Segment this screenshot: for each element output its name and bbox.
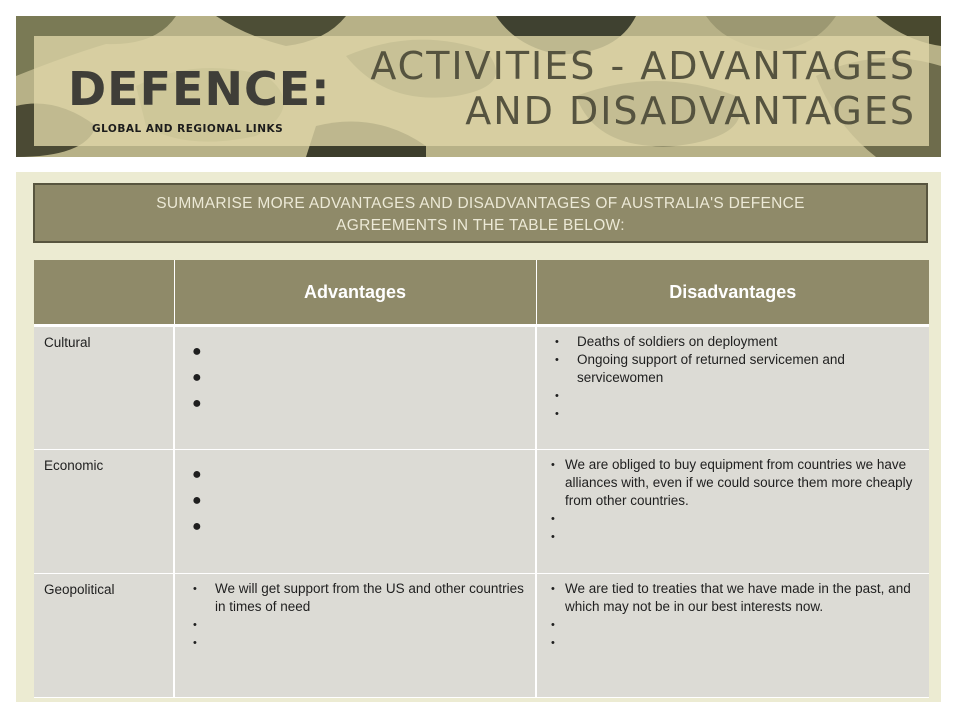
instructions-line1: SUMMARISE MORE ADVANTAGES AND DISADVANTAGES OF AUSTRALIA'S DEFENCE [156,195,805,212]
header-blank [34,260,174,326]
list-item [192,391,525,417]
bullet-icon: • [551,637,555,649]
table-row-cultural [34,326,929,450]
bullet-icon: • [193,583,197,595]
bullet-icon: • [555,408,559,420]
list-item: • We are obliged to buy equipment from countries we have alliances with, even if we could source them more cheaply from other countries. [551,457,913,508]
bullet-icon: • [555,390,559,402]
table-row-geopolitical [34,574,929,698]
economic-advantages-list [185,462,525,540]
bullet-icon: ● [192,492,202,509]
row-label-economic: Economic [34,450,174,574]
bullet-icon: ● [192,466,202,483]
list-item [551,528,919,546]
cultural-advantages-cell[interactable] [174,326,536,450]
list-item [192,365,525,391]
list-item [555,387,919,405]
row-label-cultural: Cultural [34,326,174,450]
geopolitical-advantages-list [185,580,525,652]
bullet-icon: • [555,336,559,348]
geopolitical-disadvantages-list [547,580,919,652]
list-item [193,634,525,652]
list-item [193,616,525,634]
economic-advantages-cell[interactable] [174,450,536,574]
cultural-disadvantages-cell[interactable] [536,326,929,450]
slide-title-line2: AND DISADVANTAGES [465,89,916,133]
bullet-icon: ● [192,343,202,360]
list-item [555,405,919,423]
slide-title-line1: ACTIVITIES - ADVANTAGES [370,44,916,88]
list-item: • We are tied to treaties that we have made in the past, and which may not be in our best interests now. [551,581,911,614]
list-item: • Ongoing support of returned servicemen and servicewomen [555,352,845,385]
comparison-table [34,260,929,698]
list-item [192,514,525,540]
list-item: • We will get support from the US and other countries in times of need [193,581,524,614]
table-header-row [34,260,929,326]
instructions-line2: AGREEMENTS IN THE TABLE BELOW: [336,217,625,234]
geopolitical-disadvantages-cell[interactable] [536,574,929,698]
header-advantages: Advantages [174,260,536,326]
geopolitical-advantages-cell[interactable] [174,574,536,698]
cultural-disadvantages-list [547,333,919,423]
bullet-icon: ● [192,369,202,386]
slide-title [316,44,916,134]
table-row-economic [34,450,929,574]
bullet-icon: ● [192,518,202,535]
bullet-icon: • [193,619,197,631]
list-item [551,510,919,528]
list-item [192,488,525,514]
row-label-geopolitical: Geopolitical [34,574,174,698]
cultural-advantages-list [185,339,525,417]
list-item: • Deaths of soldiers on deployment [555,334,778,349]
bullet-icon: • [551,459,555,471]
bullet-icon: • [551,531,555,543]
economic-disadvantages-cell[interactable] [536,450,929,574]
list-item [551,616,919,634]
bullet-icon: • [193,637,197,649]
bullet-icon: • [551,583,555,595]
instructions-box [33,183,928,243]
bullet-icon: ● [192,395,202,412]
bullet-icon: • [555,354,559,366]
logo-subtitle: GLOBAL AND REGIONAL LINKS [92,123,284,135]
list-item [192,462,525,488]
logo-text: DEFENCE: [68,62,331,116]
list-item [551,634,919,652]
economic-disadvantages-list [547,456,919,546]
header-disadvantages: Disadvantages [536,260,929,326]
bullet-icon: • [551,619,555,631]
list-item [192,339,525,365]
bullet-icon: • [551,513,555,525]
